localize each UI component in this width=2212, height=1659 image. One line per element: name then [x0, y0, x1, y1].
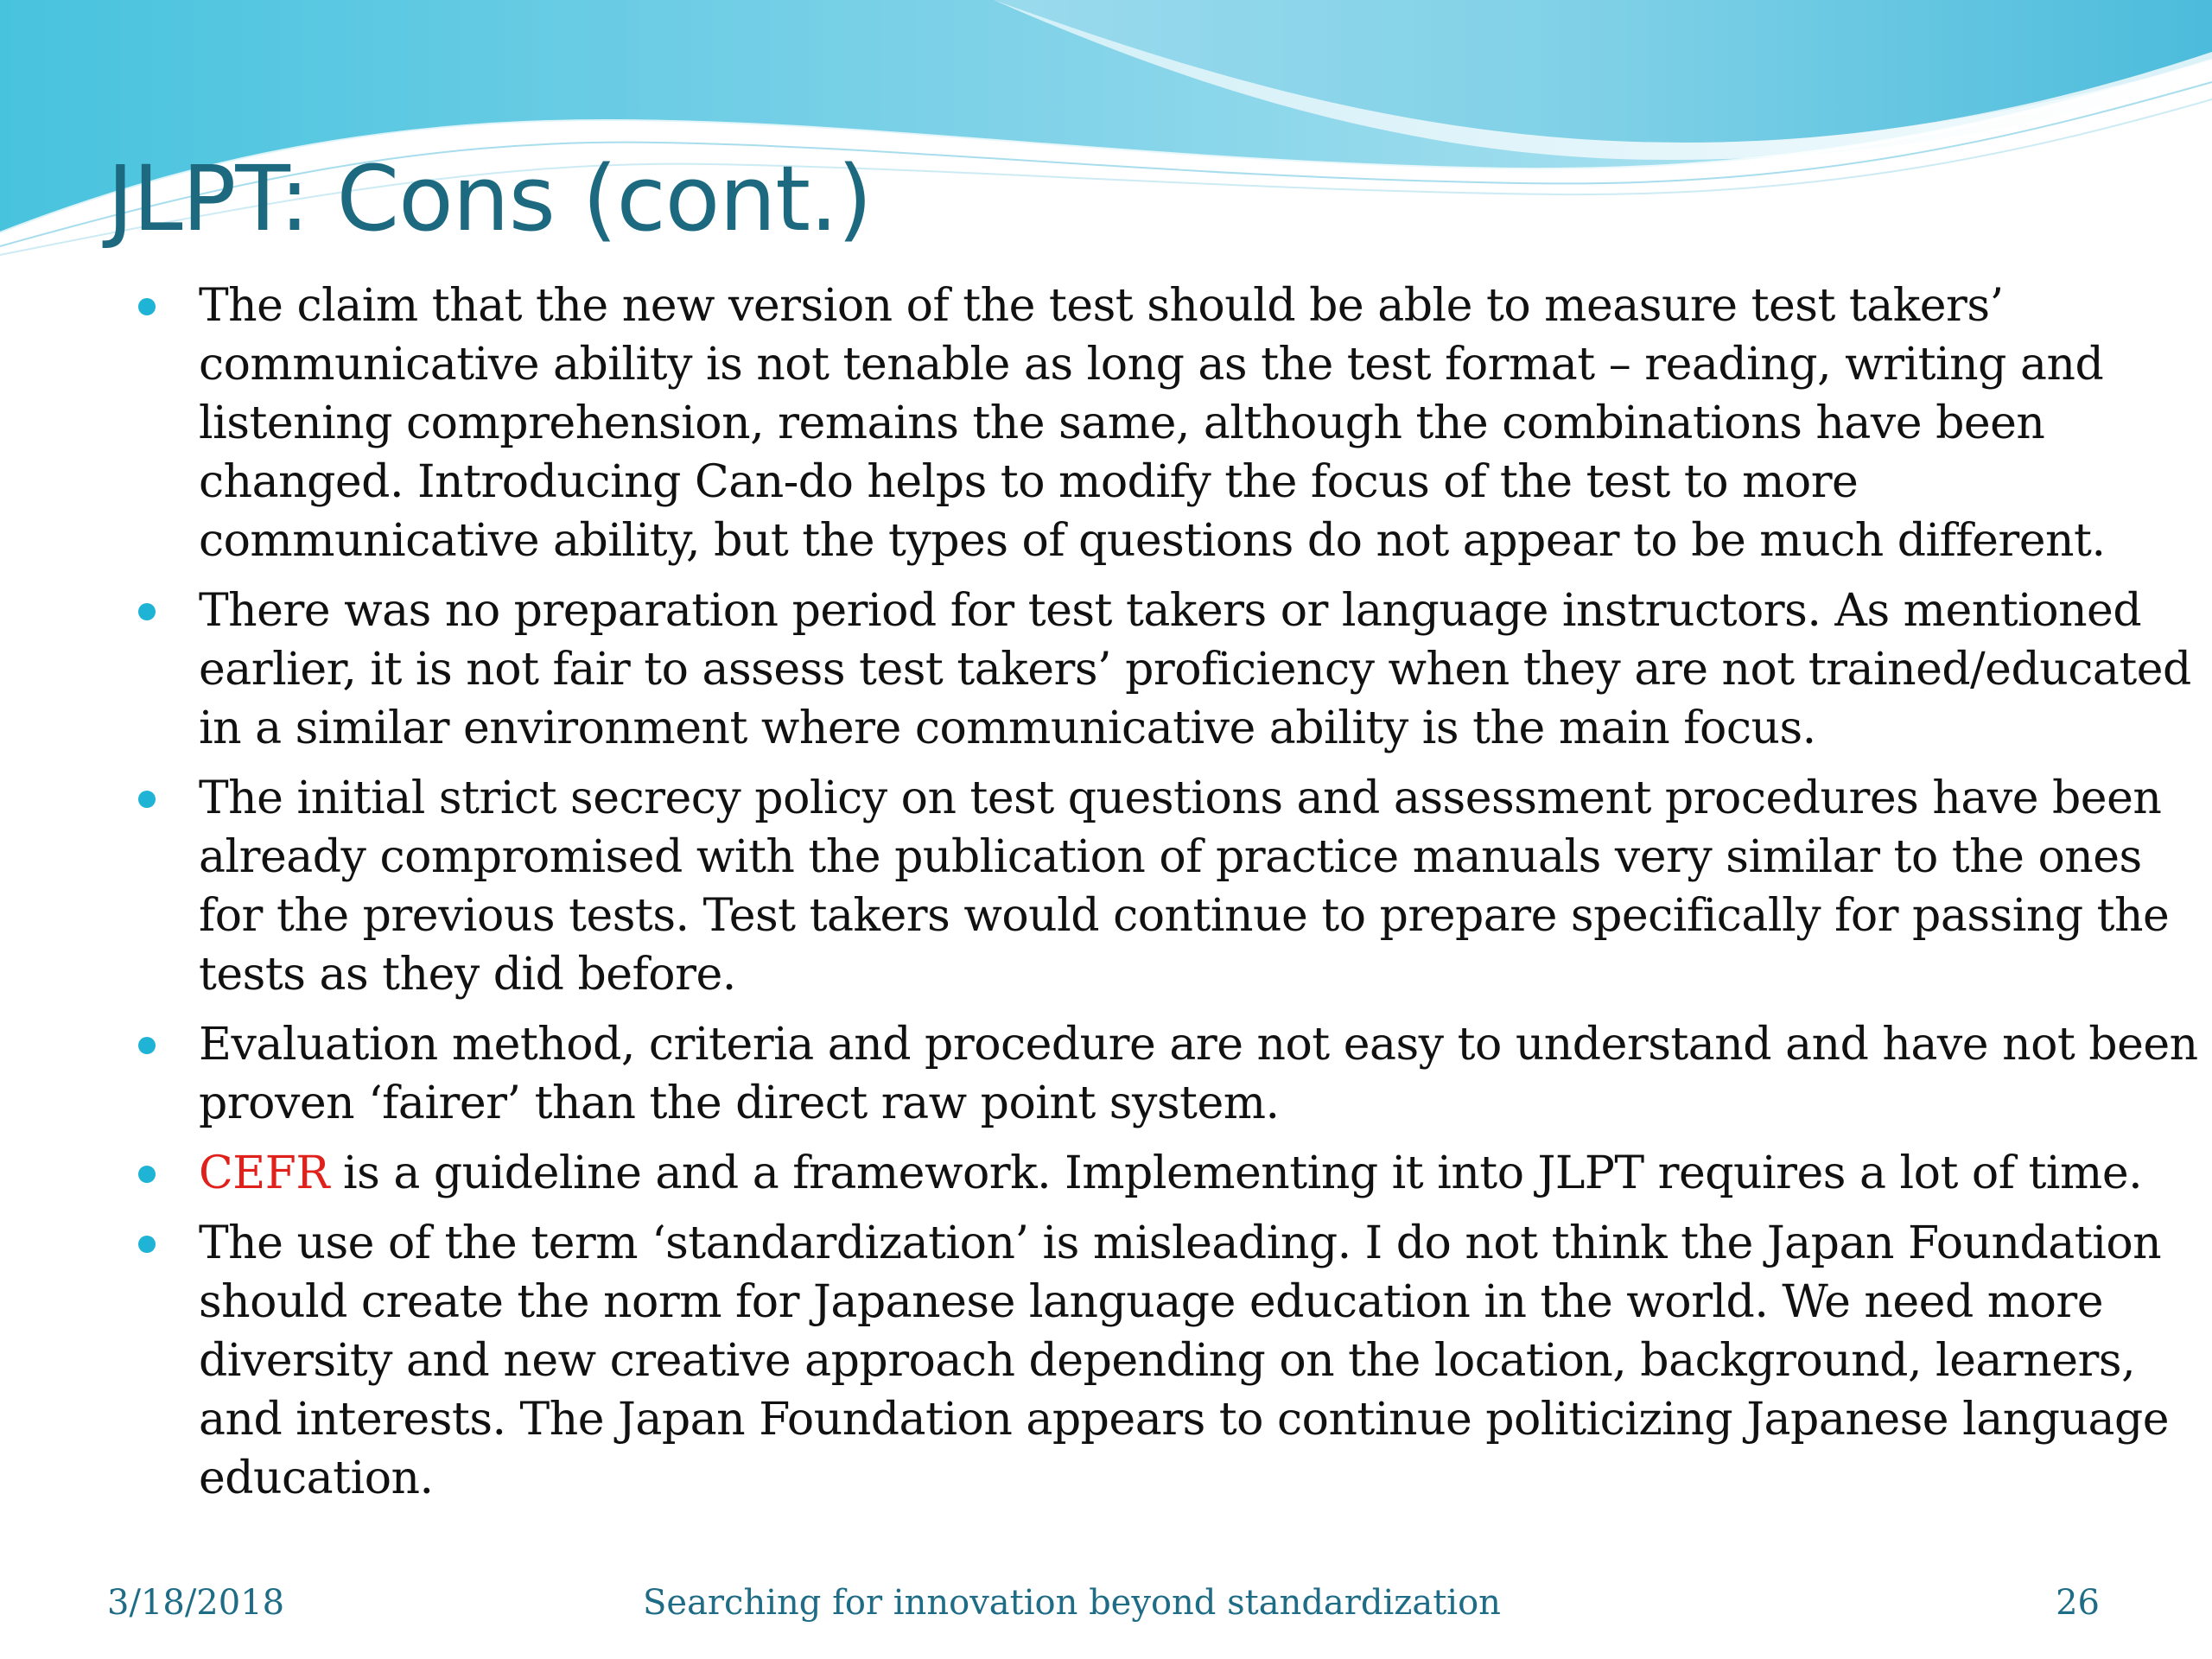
bullet-line: in a similar environment where communicative ability is the main focus. [199, 702, 1816, 754]
bullet-line: communicative ability is not tenable as long as the test format – reading, writing and [199, 339, 2104, 391]
cefr-highlight: CEFR [199, 1147, 329, 1199]
bullet-line: diversity and new creative approach depending on the location, background, learners, [199, 1335, 2136, 1387]
bullet-dot-icon [138, 1037, 156, 1054]
bullet-line: proven ‘fairer’ than the direct raw point system. [199, 1077, 1280, 1129]
bullet-item [138, 1015, 2198, 1133]
bullet-text: is a guideline and a framework. Implementing it into JLPT requires a lot of time. [328, 1147, 2143, 1199]
bullet-dot-icon [138, 298, 156, 315]
bullet-line: and interests. The Japan Foundation appears to continue politicizing Japanese language [199, 1394, 2170, 1446]
bullet-line: already compromised with the publication of practice manuals very similar to the ones [199, 831, 2142, 883]
bullet-line: earlier, it is not fair to assess test takers’ proficiency when they are not trained/educated [199, 644, 2191, 696]
bullet-line: communicative ability, but the types of questions do not appear to be much different. [199, 515, 2106, 567]
bullet-line: tests as they did before. [199, 949, 736, 1001]
bullet-list [138, 276, 2198, 1519]
bullet-dot-icon [138, 1236, 156, 1253]
bullet-line: The use of the term ‘standardization’ is misleading. I do not think the Japan Foundation [199, 1217, 2162, 1269]
bullet-line: Evaluation method, criteria and procedure are not easy to understand and have not been [199, 1019, 2198, 1071]
bullet-line: The claim that the new version of the test should be able to measure test takers’ [199, 280, 2004, 332]
bullet-line [199, 1144, 2143, 1203]
footer-title: Searching for innovation beyond standardization [643, 1583, 1501, 1623]
bullet-line: There was no preparation period for test takers or language instructors. As mentioned [199, 585, 2142, 637]
footer-date: 3/18/2018 [107, 1583, 285, 1623]
bullet-line: education. [199, 1452, 434, 1504]
bullet-line: for the previous tests. Test takers would continue to prepare specifically for passing the [199, 890, 2170, 942]
bullet-line: listening comprehension, remains the same, although the combinations have been [199, 397, 2045, 449]
bullet-dot-icon [138, 603, 156, 620]
bullet-dot-icon [138, 791, 156, 808]
bullet-line: The initial strict secrecy policy on test questions and assessment procedures have been [199, 772, 2162, 824]
bullet-item [138, 769, 2170, 1004]
footer-page-number: 26 [2056, 1583, 2100, 1623]
bullet-dot-icon [138, 1166, 156, 1183]
bullet-item [138, 1214, 2170, 1508]
bullet-line: changed. Introducing Can-do helps to modify the focus of the test to more [199, 456, 1859, 508]
bullet-item [138, 276, 2106, 570]
bullet-item [138, 582, 2191, 758]
slide-title: JLPT: Cons (cont.) [107, 146, 872, 251]
bullet-line: should create the norm for Japanese language education in the world. We need more [199, 1276, 2104, 1328]
bullet-item [138, 1144, 2143, 1203]
